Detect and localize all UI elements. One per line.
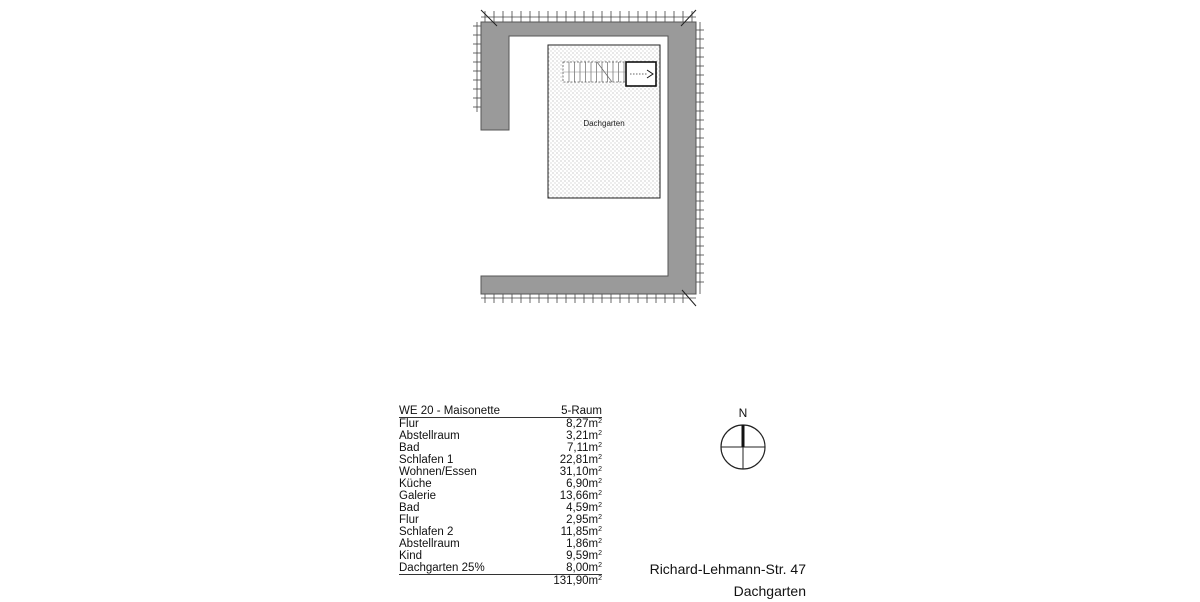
room-name: Bad — [399, 502, 420, 514]
room-name: Galerie — [399, 490, 437, 502]
room-area: $8,00m^2$ — [566, 562, 602, 574]
room-name: Abstellraum — [399, 538, 460, 550]
room-name: Abstellraum — [399, 430, 460, 442]
room-area: $2,95m^2$ — [566, 514, 602, 526]
area-table-row — [399, 430, 602, 442]
railing-right — [696, 22, 704, 294]
area-table-row — [399, 538, 602, 550]
area-table-row — [399, 514, 602, 526]
area-table-row — [399, 502, 602, 514]
area-table-header — [399, 405, 602, 418]
area-table-row — [399, 490, 602, 502]
room-area: $3,21m^2$ — [566, 430, 602, 442]
apartment-name: WE 20 - Maisonette — [399, 405, 500, 417]
room-name: Flur — [399, 514, 419, 526]
room-name: Wohnen/Essen — [399, 466, 477, 478]
room-name: Küche — [399, 478, 432, 490]
area-table-row — [399, 418, 602, 430]
room-name: Flur — [399, 418, 419, 430]
area-table-total — [399, 575, 602, 587]
room-area: $31,10m^2$ — [559, 466, 602, 478]
room-area: $22,81m^2$ — [559, 454, 602, 466]
railing-bottom — [481, 294, 696, 303]
room-area: $4,59m^2$ — [566, 502, 602, 514]
room-area: $9,59m^2$ — [566, 550, 602, 562]
area-table-row — [399, 478, 602, 490]
apartment-type: 5-Raum — [561, 405, 602, 417]
address-block — [600, 558, 806, 602]
room-name: Schlafen 2 — [399, 526, 454, 538]
room-area: $1,86m^2$ — [566, 538, 602, 550]
room-area: $7,11m^2$ — [566, 442, 602, 454]
floor-name: Dachgarten — [733, 583, 806, 599]
room-area: $13,66m^2$ — [559, 490, 602, 502]
railing-top — [481, 11, 696, 22]
room-label-dachgarten: Dachgarten — [583, 119, 625, 128]
area-table-row — [399, 442, 602, 454]
room-area: $8,27m^2$ — [566, 418, 602, 430]
room-name: Bad — [399, 442, 420, 454]
area-table-row — [399, 454, 602, 466]
area-table — [399, 405, 602, 587]
area-table-row — [399, 562, 602, 575]
room-area: $11,85m^2$ — [560, 526, 602, 538]
room-name: Dachgarten 25% — [399, 562, 485, 574]
north-arrow-icon — [715, 405, 775, 471]
street-address: Richard-Lehmann-Str. 47 — [649, 561, 806, 577]
room-name: Schlafen 1 — [399, 454, 454, 466]
area-table-row — [399, 466, 602, 478]
room-area: $6,90m^2$ — [566, 478, 602, 490]
railing-left — [473, 22, 481, 112]
area-table-row — [399, 550, 602, 562]
compass-label: N — [738, 406, 748, 420]
total-area: $131,90m^2$ — [553, 575, 602, 587]
room-name: Kind — [399, 550, 423, 562]
area-table-row — [399, 526, 602, 538]
